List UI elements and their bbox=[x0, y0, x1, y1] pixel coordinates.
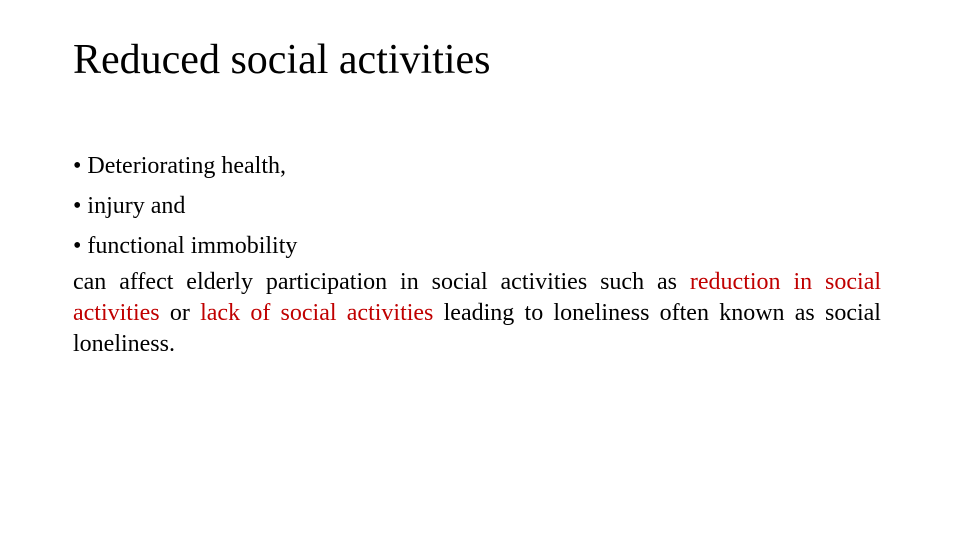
highlight-reduction: reduction in social activities bbox=[73, 269, 882, 326]
bullet-item-deteriorating-health: • Deteriorating health, bbox=[73, 153, 286, 179]
paragraph-text-conclusion: leading to loneliness often known as social loneliness. bbox=[73, 300, 881, 357]
body-paragraph bbox=[73, 267, 881, 360]
highlight-lack: lack of social activities bbox=[200, 300, 434, 326]
bullet-item-functional-immobility: • functional immobility bbox=[73, 233, 298, 259]
slide-title: Reduced social activities bbox=[73, 37, 491, 83]
bullet-item-injury: • injury and bbox=[73, 193, 186, 219]
bullet-list bbox=[73, 146, 297, 266]
paragraph-text-intro: can affect elderly participation in social activities such as bbox=[73, 269, 690, 295]
paragraph-text-or: or bbox=[159, 300, 201, 326]
